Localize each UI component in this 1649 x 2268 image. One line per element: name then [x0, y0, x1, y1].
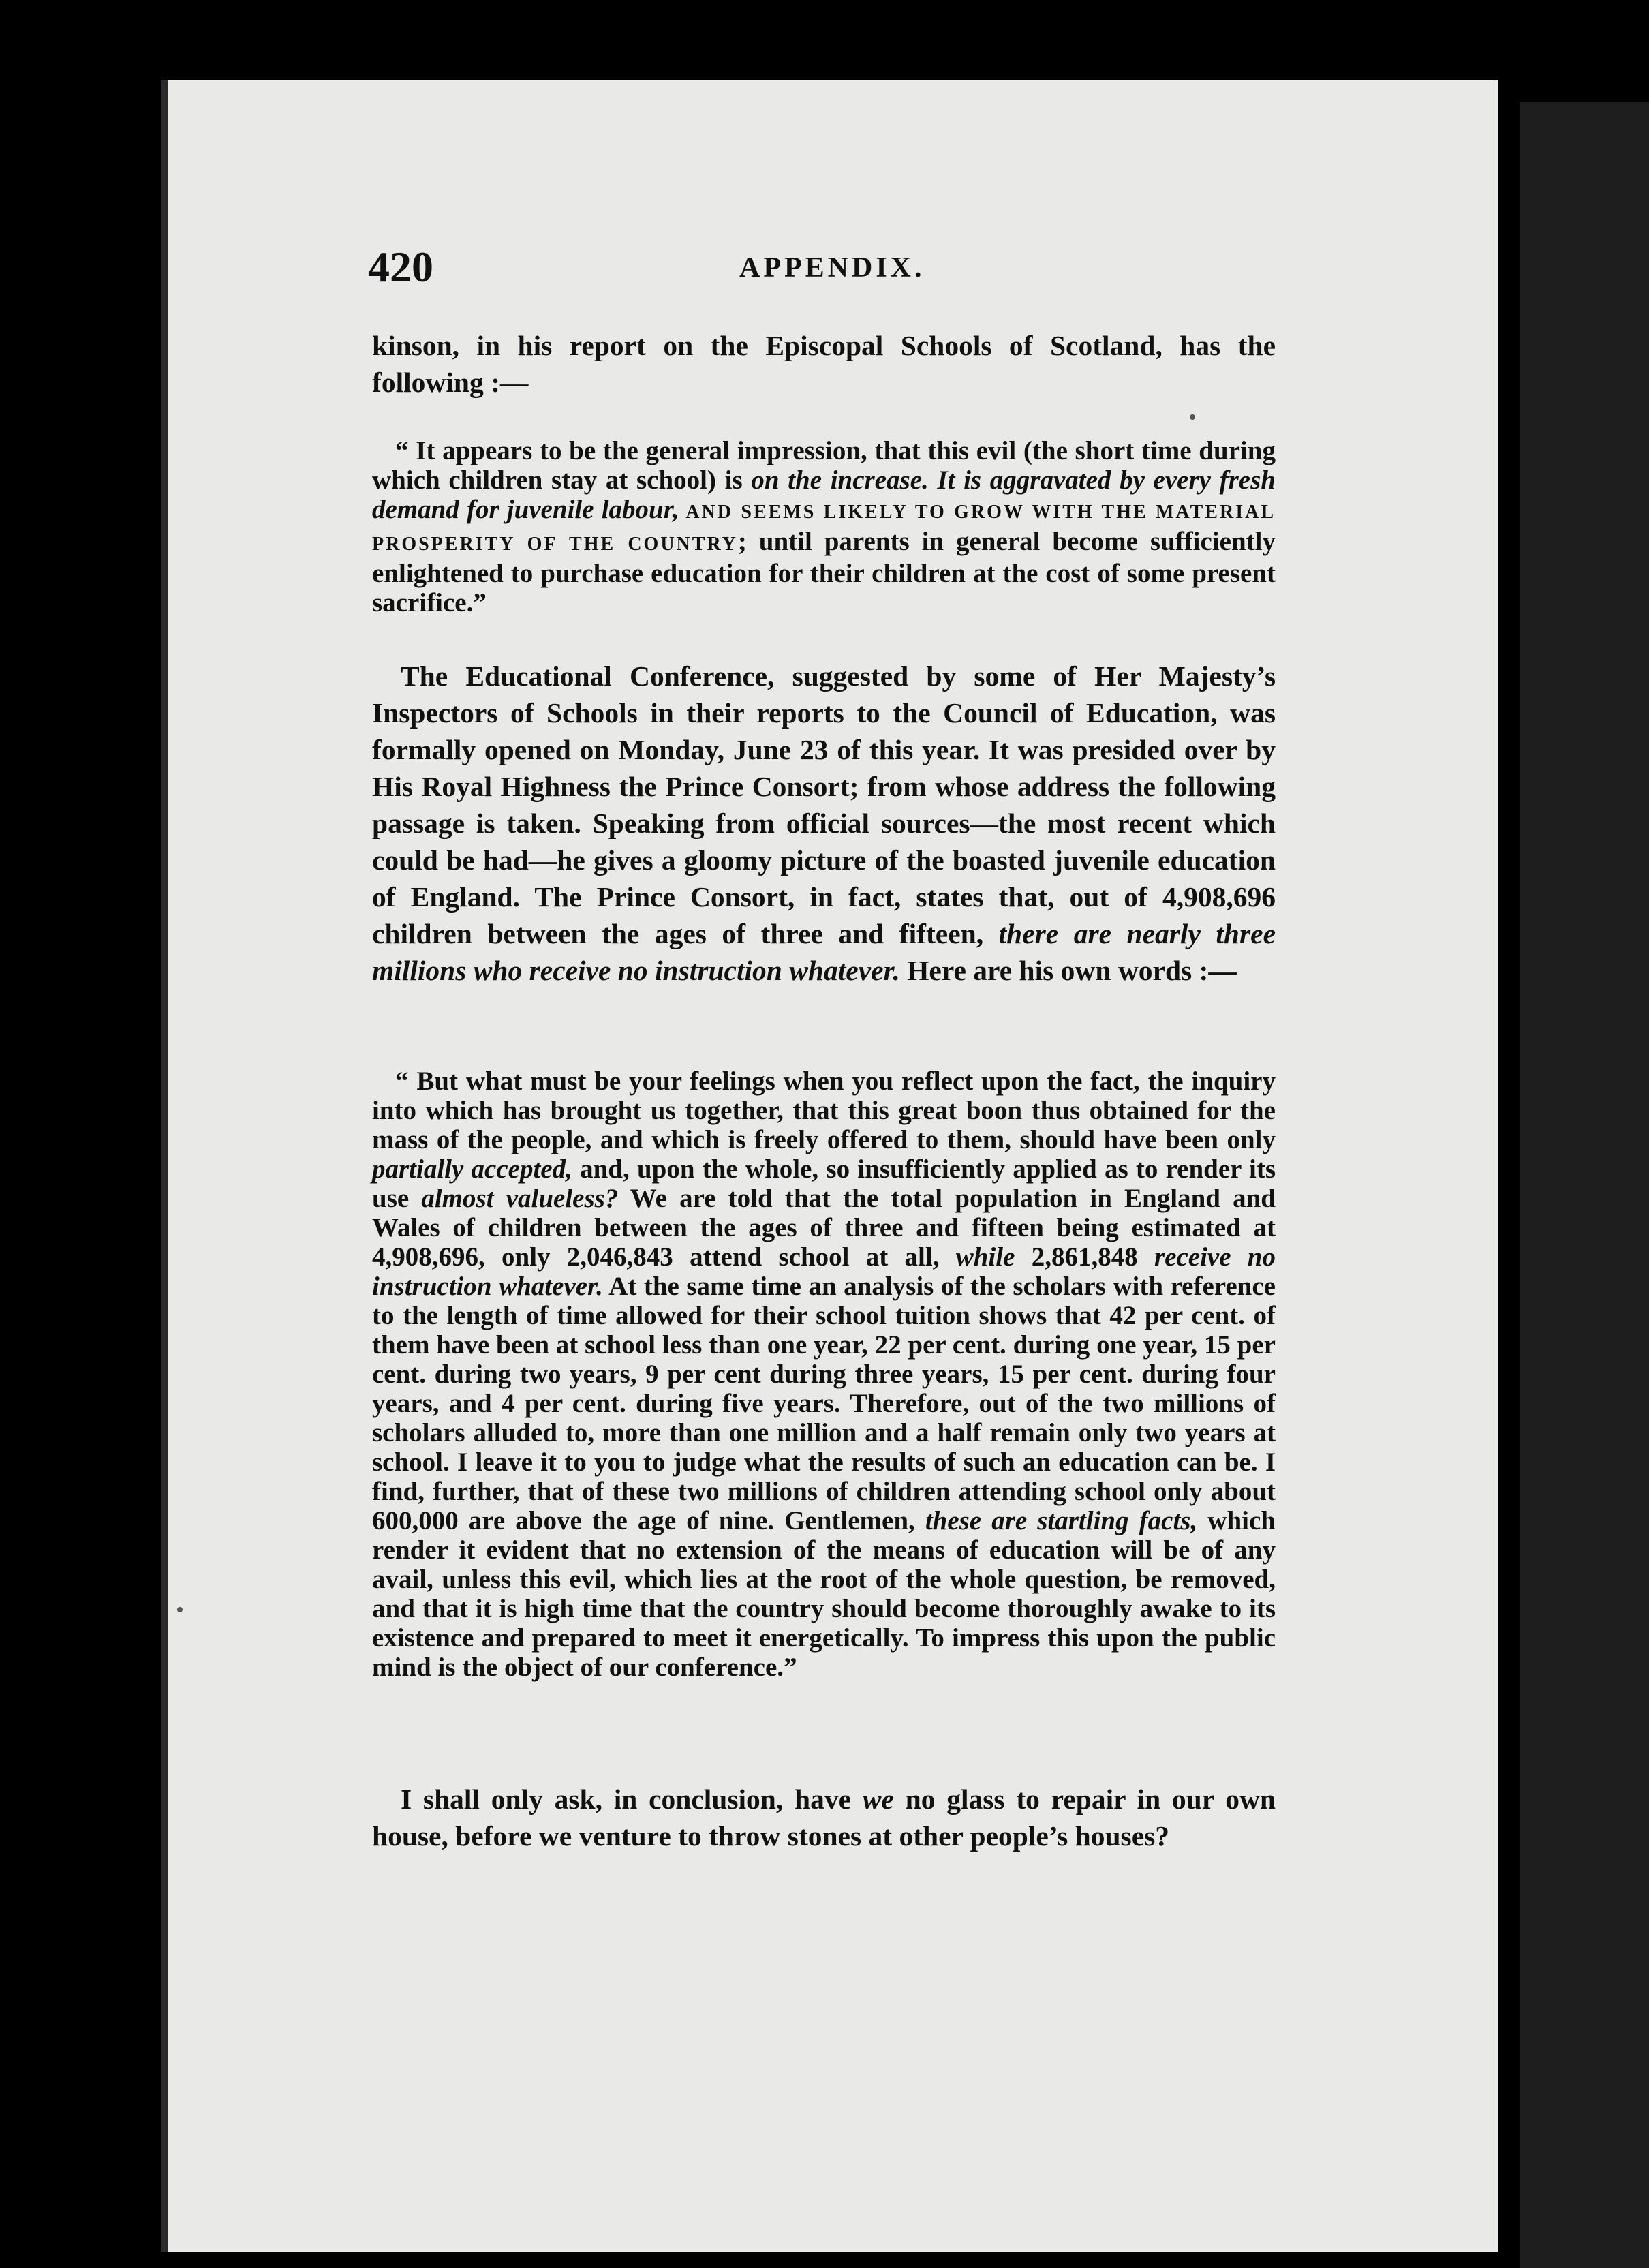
- paragraph-conference: [372, 658, 1276, 989]
- paragraph-conclusion: [372, 1781, 1276, 1854]
- quote-text: [372, 1067, 1276, 1682]
- paragraph-emphasis: we: [862, 1783, 894, 1815]
- quote-run: At the same time an analysis of the scholars with reference to the length of time allowed for their school tuition shows that 42 per cent. of them have been at school less than one year, 22 per cent. during one year, 15 per cent. during two years, 9 per cent during three years, 15 per cent. during four years, and 4 per cent. during five years. Therefore, out of the two millions of scholars alluded to, more than one million and a half remain only two years at school. I leave it to you to judge what the results of such an education can be. I find, further, that of these two millions of children attending school only about 600,000 are above the age of nine. Gentlemen,: [372, 1272, 1276, 1535]
- scan-speck: [177, 1607, 183, 1612]
- paragraph-intro: [372, 327, 1276, 401]
- quote-emphasis: while: [955, 1242, 1015, 1272]
- quote-run: 2,861,848: [1015, 1242, 1154, 1272]
- quote-emphasis: these are startling facts,: [925, 1506, 1198, 1535]
- quote-run: “ But what must be your feelings when you reflect upon the fact, the inquiry into which has brought us together, that this great boon thus obtained for the mass of the people, and which is freely offered to them, should have been only: [372, 1067, 1276, 1154]
- paragraph-run: no glass to repair in our own house, before we venture to throw stones at other people’s houses?: [372, 1783, 1276, 1852]
- paragraph-run: The Educational Conference, suggested by some of Her Majesty’s Inspectors of Schools in their reports to the Council of Education, was formally opened on Monday, June 23 of this year. It was presided over by His Royal Highness the Prince Consort; from whose address the following passage is taken. Speaking from official sources—the most recent which could be had—he gives a gloomy picture of the boasted juvenile education of England. The Prince Consort, in fact, states that, out of 4,908,696 children between the ages of three and fifteen,: [372, 660, 1276, 949]
- paragraph-emphasis: there are nearly three millions who receive no instruction whatever.: [372, 918, 1276, 986]
- facing-page-sliver: [1505, 102, 1649, 2268]
- block-quote-prince-consort: [372, 1067, 1276, 1682]
- scan-border-top: [0, 0, 1649, 82]
- quote-emphasis: It is aggravated by every fresh demand for juvenile labour,: [372, 465, 1276, 524]
- block-quote-report: [372, 436, 1276, 617]
- paragraph-text: kinson, in his report on the Episcopal Schools of Scotland, has the following :—: [372, 330, 1276, 398]
- paragraph-run: I shall only ask, in conclusion, have: [401, 1783, 863, 1815]
- paragraph-text: [372, 658, 1276, 989]
- quote-run: [929, 465, 938, 495]
- quote-run: “ It appears to be the general impression, that this evil (the short time during which children stay at school) is: [372, 436, 1276, 495]
- quote-run: which render it evident that no extension of the means of education will be of any avail, unless this evil, which lies at the root of the whole question, be removed, and that it is high time that the country should become thoroughly awake to its existence and prepared to meet it energetically. To impress this upon the public mind is the object of our conference.”: [372, 1506, 1276, 1682]
- scan-speck: [1190, 414, 1195, 420]
- page-number: 420: [368, 243, 433, 291]
- paragraph-run: Here are his own words :—: [899, 955, 1237, 986]
- quote-emphasis: on the increase.: [751, 465, 929, 495]
- paragraph-text: [372, 1781, 1276, 1854]
- running-head: APPENDIX.: [739, 252, 925, 284]
- page-header: [368, 242, 1281, 296]
- quote-emphasis: almost valueless?: [421, 1184, 619, 1213]
- quote-emphasis: partially accepted,: [372, 1154, 572, 1184]
- quote-emphasis: receive no instruction whatever.: [372, 1242, 1276, 1301]
- quote-text: [372, 436, 1276, 617]
- quote-run: and, upon the whole, so insufficiently applied as to render its use: [372, 1154, 1276, 1213]
- quote-run: We are told that the total population in England and Wales of children between the ages of three and fifteen being estimated at 4,908,696, only 2,046,843 attend school at all,: [372, 1184, 1276, 1272]
- quote-run: ; until parents in general become sufficiently enlightened to purchase education for their children at the cost of some present sacrifice.”: [372, 527, 1276, 617]
- quote-small-caps: AND SEEMS LIKELY TO GROW WITH THE MATERIAL PROSPERITY OF THE COUNTRY: [372, 502, 1276, 555]
